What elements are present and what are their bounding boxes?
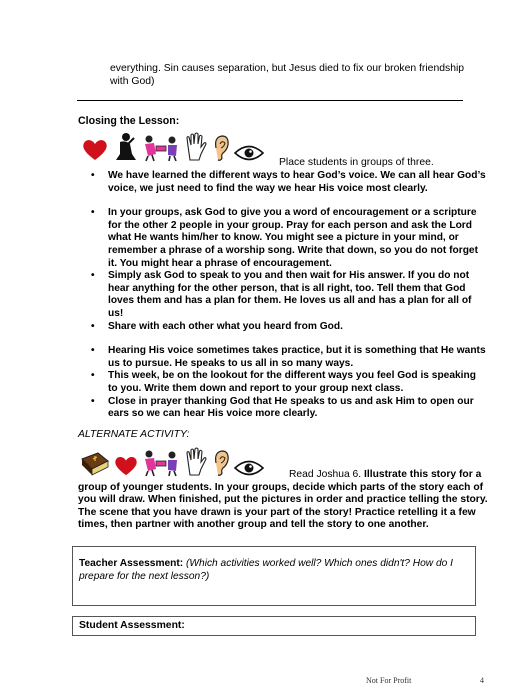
activity-instructions: group of younger students. In your groups, decide which parts of the story each of you will draw. When finished, put the pictures in order and practice telling the story. The scene that you have drawn is your part of the story! Practice retelling it a few times, then partner with another group and tell the story to one another. (78, 481, 488, 531)
list-item: • In your groups, ask God to give you a word of encouragement or a scripture for the other 2 people in your group. Pray for each person and ask the Lord what He wants him/her to know. You might see a picture in your mind, or remember a phrase of a worship song. Write that down, so you do not forget it. You might hear a phrase of encouragement. (78, 207, 486, 270)
list-item: • This week, be on the lookout for the different ways you feel God is speaking to you. Write them down and report to your group next class. (78, 370, 486, 395)
student-assessment-box[interactable] (72, 616, 476, 636)
activity-lead: Illustrate this story for a (364, 469, 482, 480)
closing-bullet-list (78, 170, 486, 421)
list-item: • Hearing His voice sometimes takes practice, but it is something that He wants us to pursue. He speaks to us all in so many ways. (78, 345, 486, 370)
section-divider (77, 100, 463, 101)
footer-text: Not For Profit (366, 676, 412, 685)
alternate-activity-text (78, 469, 492, 532)
group-instruction: Place students in groups of three. (279, 157, 434, 168)
eye-icon (234, 144, 264, 162)
icon-row-closing (82, 132, 264, 162)
ear-icon (212, 134, 230, 162)
list-item: • Share with each other what you heard from God. (78, 321, 486, 334)
hand-icon (184, 132, 208, 162)
list-item: • We have learned the different ways to hear God’s voice. We can all hear God’s voice, we just need to find the way we hear His voice most clearly. (78, 170, 486, 195)
page-number: 4 (480, 676, 484, 685)
sharing-figures-icon (142, 134, 180, 162)
closing-heading: Closing the Lesson: (78, 115, 180, 127)
heart-icon (82, 138, 108, 162)
teacher-assessment-box[interactable] (72, 546, 476, 606)
student-assessment-label: Student Assessment: (79, 620, 185, 631)
list-item: • Close in prayer thanking God that He speaks to us and ask Him to open our ears so we can hear His voice more clearly. (78, 396, 486, 421)
teacher-assessment-label: Teacher Assessment: (79, 558, 184, 569)
list-item: • Simply ask God to speak to you and then wait for His answer. If you do not hear anything for the other person, that is all right, too. Tell them that God loves them and has a plan for them. He loves us all and has a plan for all of us! (78, 270, 486, 320)
praying-figure-icon (112, 132, 138, 162)
teacher-assessment-question: (Which activities worked well? Which ones didn't? How do I prepare for the next lesson?) (79, 558, 453, 582)
scripture-reference: Read Joshua 6. (289, 469, 362, 480)
intro-text: everything. Sin causes separation, but Jesus died to fix our broken friendship with God) (110, 63, 465, 87)
alternate-activity-heading: ALTERNATE ACTIVITY: (78, 429, 190, 440)
